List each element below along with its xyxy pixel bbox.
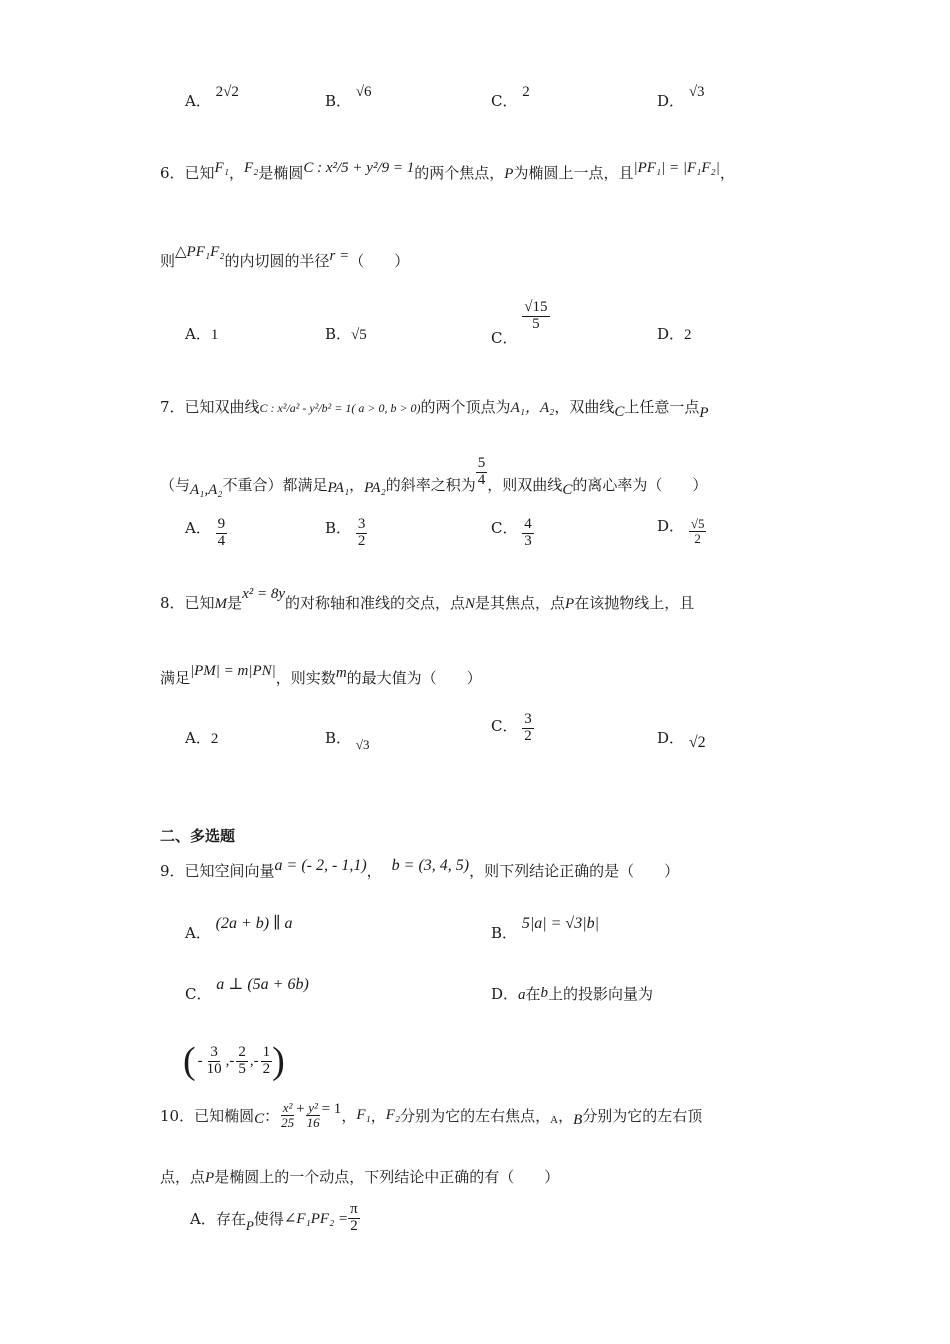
q10-ellipse-den-2: 16: [306, 1114, 320, 1130]
q7-c: C: [614, 404, 625, 420]
q9-projection-den-3: 2: [262, 1060, 271, 1077]
q8-option-d-label: D．: [657, 729, 685, 747]
q7-mid2: ，双曲线: [554, 398, 615, 416]
q8-n: N: [465, 596, 476, 612]
q6-option-b-value: √5: [351, 327, 367, 343]
q10-option-a-denominator: 2: [350, 1217, 358, 1234]
q10-option-a-p: P: [245, 1218, 254, 1234]
q8-option-a-value: 2: [210, 731, 219, 747]
q6-option-d: [657, 323, 692, 344]
q8-line2: [160, 663, 482, 688]
q9-projection-fraction-1: [205, 1045, 224, 1078]
q7-option-b-numerator: 3: [357, 516, 366, 532]
q5-option-b-label: B．: [325, 92, 352, 110]
q5-option-c-value: 2: [522, 84, 530, 100]
q8-m: M: [214, 596, 228, 612]
q7-option-d-numerator: √5: [690, 516, 705, 531]
q5-option-c-label: C．: [491, 92, 518, 110]
q6-r: r =: [329, 248, 350, 264]
q10-option-a-mid: 使得: [253, 1209, 284, 1228]
q7-sep: ，: [349, 476, 365, 495]
q5-option-a-value: 2√2: [215, 84, 239, 100]
q7-line2-mid3: ，则双曲线: [487, 476, 563, 495]
q6-line2-end: （ ）: [349, 252, 410, 270]
q8-line2-mid: ，则实数: [275, 669, 336, 687]
q10-option-a-numerator: π: [350, 1201, 358, 1217]
q5-option-d-value: √3: [688, 84, 705, 100]
q10-c: C: [254, 1110, 265, 1127]
q6-option-c-label: C．: [491, 329, 518, 348]
q7-option-a-label: A．: [185, 519, 211, 538]
q6-option-a-label: A．: [185, 325, 211, 343]
q8-line1-end: 在该抛物线上，且: [574, 594, 695, 612]
q8-option-d-value: √2: [688, 734, 706, 751]
q9-option-c-value: a ⊥ (5a + 6b): [216, 976, 309, 993]
q7-line2-prefix: （与: [160, 476, 191, 495]
q7-option-c-label: C．: [491, 519, 518, 538]
q10-line2-end: 是椭圆上的一个动点，下列结论中正确的有（ ）: [214, 1168, 560, 1186]
q7-line2-mid2: 的斜率之积为: [385, 476, 476, 495]
q8-mid2: 的对称轴和准线的交点，点: [285, 594, 466, 612]
q10-a: A: [550, 1114, 559, 1127]
q9-projection-minus-1: -: [197, 1052, 203, 1069]
q6-option-b-label: B．: [325, 325, 352, 343]
q6-option-b: [325, 323, 367, 344]
q10-line2: [160, 1166, 559, 1187]
q8-option-b: [325, 727, 370, 752]
q7-p: P: [699, 405, 709, 421]
q9-projection-num-1: 3: [210, 1043, 218, 1060]
q7-option-a: [185, 517, 227, 550]
q5-option-b: [325, 84, 372, 111]
q6-option-c-numerator: √15: [524, 299, 548, 315]
q6-option-d-label: D．: [657, 325, 685, 343]
q10-option-a-label: A．存在: [190, 1209, 246, 1228]
q8-line2-end: 的最大值为（ ）: [346, 669, 482, 687]
q7-a2: ，A₂: [524, 400, 555, 416]
q6-f2: F₂: [243, 160, 259, 176]
q6-option-c-fraction: [522, 300, 549, 333]
q8-p: P: [565, 596, 575, 612]
q9-option-a-value: (2a + b) ∥ a: [215, 915, 293, 932]
q6-option-c-denominator: 5: [532, 315, 540, 332]
q7-option-b-denominator: 2: [357, 532, 366, 549]
q8-option-b-label: B．: [325, 729, 352, 747]
q7-line2-end: 的离心率为（ ）: [572, 476, 708, 495]
q6-ellipse-equation: C : x²/5 + y²/9 = 1: [303, 160, 415, 176]
q9-projection-num-3: 1: [262, 1043, 271, 1060]
q10-p: P: [205, 1170, 215, 1186]
q5-option-a: [185, 84, 239, 111]
q7-option-c-fraction: [522, 517, 534, 550]
q10-f2: F₂: [385, 1106, 401, 1123]
q9-prefix: 9．已知空间向量: [160, 862, 275, 880]
q9-option-d-b: b: [540, 985, 549, 1001]
q10-ellipse-den-1: 25: [281, 1114, 295, 1130]
q7-option-d-label: D．: [657, 517, 685, 536]
q10-line2-prefix: 点，点: [160, 1168, 206, 1186]
q7-pa2: PA₂: [364, 480, 386, 497]
q8-option-c-denominator: 2: [524, 727, 532, 744]
q7-line1: [160, 396, 709, 421]
q6-option-a-value: 1: [210, 327, 219, 343]
q8-condition: |PM| = m|PN|: [190, 663, 276, 679]
q6-option-c: [491, 299, 550, 348]
q7-a1: A₁: [510, 400, 525, 416]
q5-option-d-label: D．: [657, 92, 685, 110]
q8-option-c: [491, 712, 534, 745]
q7-product-fraction: [476, 456, 488, 489]
q6-triangle: △PF₁F₂: [175, 244, 225, 260]
q7-option-a-numerator: 9: [217, 516, 226, 532]
q6-line2: [160, 244, 410, 271]
q8-line1: [160, 586, 695, 613]
q8-option-c-fraction: [522, 712, 534, 745]
q10-option-a-angle: ∠F₁PF₂ =: [283, 1210, 349, 1227]
q7-option-d-denominator: 2: [694, 530, 701, 546]
q7-option-d: [657, 517, 706, 545]
q6-mid: 是椭圆: [258, 164, 304, 182]
q9-vector-a: a = (- 2, - 1,1): [274, 857, 367, 874]
q10-option-a: [190, 1202, 360, 1235]
q7-hyperbola-equation: C : x²/a² - y²/b² = 1( a > 0, b > 0): [259, 401, 421, 415]
q7-line2-mid: 不重合）都满足: [222, 476, 328, 495]
q10-sep3: ，: [558, 1106, 574, 1125]
q9-option-c: [185, 976, 309, 1004]
q7-mid3: 上任意一点: [624, 398, 700, 416]
q9-option-b-label: B．: [491, 924, 518, 942]
q9-option-b: [491, 915, 599, 943]
q6-mid3: 为椭圆上一点，且: [513, 164, 634, 182]
q6-sep1: ，: [228, 164, 244, 182]
q9-line1: [160, 857, 680, 881]
q9-option-d-label: D．: [491, 985, 519, 1003]
q7-option-b-fraction: [356, 517, 368, 550]
q9-option-c-label: C．: [185, 985, 212, 1003]
q9-projection-vector: [183, 1042, 285, 1080]
q6-p: P: [504, 166, 514, 182]
q8-option-b-value: √3: [355, 737, 370, 752]
q9-sep: ，: [366, 862, 382, 880]
q9-projection-den-1: 10: [206, 1060, 222, 1077]
q6-line1-end: ，: [719, 164, 735, 182]
q7-option-a-fraction: [216, 517, 228, 550]
q8-mid3: 是其焦点，点: [475, 594, 566, 612]
q10-equals: = 1: [321, 1100, 342, 1117]
q5-option-d: [657, 84, 705, 111]
q6-line2-mid: 的内切圆的半径: [224, 252, 330, 270]
q6-line2-prefix: 则: [160, 252, 176, 270]
q7-option-b: [325, 517, 367, 550]
q9-projection-fraction-3: [261, 1045, 273, 1078]
q6-option-d-value: 2: [684, 327, 692, 343]
q7-mid: 的两个顶点为: [420, 398, 511, 416]
q10-sep2: ，: [370, 1106, 386, 1125]
q9-line1-end: ，则下列结论正确的是（ ）: [469, 862, 680, 880]
q9-option-b-value: 5|a| = √3|b|: [521, 915, 599, 932]
q9-option-a: [185, 915, 293, 943]
q8-line2-prefix: 满足: [160, 669, 191, 687]
q5-option-b-value: √6: [355, 84, 372, 100]
q10-plus: +: [296, 1100, 305, 1117]
q9-projection-open-paren: (: [183, 1040, 196, 1082]
q9-option-d: [491, 983, 653, 1004]
q8-option-c-label: C．: [491, 717, 518, 736]
q8-m-var: m: [335, 665, 347, 681]
q9-option-d-a: a: [518, 987, 526, 1003]
q7-option-a-denominator: 4: [217, 532, 226, 549]
q7-option-c: [491, 517, 534, 550]
q7-option-b-label: B．: [325, 519, 352, 538]
q8-option-a-label: A．: [185, 729, 211, 747]
q9-projection-fraction-2: [236, 1045, 248, 1078]
q9-projection-comma-minus-3: ,-: [249, 1052, 259, 1069]
q10-mid: 分别为它的左右焦点，: [400, 1106, 551, 1125]
q5-option-a-label: A．: [185, 92, 211, 110]
q10-option-a-fraction: [348, 1202, 360, 1235]
q8-parabola-equation: x² = 8y: [242, 586, 285, 602]
q10-ellipse-fraction-1: [279, 1101, 296, 1129]
q6-mid2: 的两个焦点，: [414, 164, 505, 182]
q9-projection-close-paren: ): [272, 1040, 285, 1082]
q9-projection-num-2: 2: [238, 1043, 246, 1060]
q8-option-a: [185, 727, 218, 748]
q10-f1: F₁: [356, 1106, 371, 1123]
q9-projection-den-2: 5: [238, 1060, 246, 1077]
q7-option-c-denominator: 3: [524, 532, 532, 549]
q6-option-a: [185, 323, 218, 344]
q7-pa1: PA₁: [327, 480, 350, 497]
q8-prefix: 8．已知: [160, 594, 215, 612]
q8-mid: 是: [227, 594, 243, 612]
section-multi-choice-title: 二、多选题: [160, 827, 236, 845]
q10-ellipse-num-2: y²: [308, 1100, 318, 1115]
q7-option-c-numerator: 4: [524, 516, 532, 532]
q8-option-d: [657, 727, 706, 751]
q7-a1-a2: A₁,A₂: [190, 482, 223, 499]
q10-colon: ：: [264, 1106, 280, 1125]
q10-sep1: ，: [341, 1106, 357, 1125]
q7-product-numerator: 5: [477, 455, 486, 471]
q7-option-d-fraction: [689, 517, 707, 545]
q7-prefix: 7．已知双曲线: [160, 398, 260, 416]
q7-line2: [160, 455, 708, 499]
q8-option-c-numerator: 3: [524, 711, 532, 727]
q9-option-d-end: 上的投影向量为: [548, 985, 654, 1003]
q10-ellipse-fraction-2: [305, 1101, 322, 1129]
q10-b: B: [573, 1111, 583, 1128]
q6-condition: |PF₁| = |F₁F₂|: [633, 160, 720, 176]
q6-line1: [160, 162, 735, 183]
q7-product-denominator: 4: [477, 471, 486, 488]
q5-option-c: [491, 84, 530, 111]
q10-line1: [160, 1101, 702, 1129]
q7-c2: C: [562, 482, 573, 499]
q10-ellipse-num-1: x²: [282, 1100, 293, 1115]
q9-vector-b: b = (3, 4, 5): [391, 857, 470, 874]
q6-f1: F₁: [214, 160, 229, 176]
q9-option-a-label: A．: [185, 924, 211, 942]
q6-prefix: 6．已知: [160, 164, 215, 182]
q9-option-d-mid: 在: [525, 985, 541, 1003]
q9-projection-comma-minus-2: ,-: [225, 1052, 235, 1069]
q10-prefix: 10．已知椭圆: [160, 1106, 255, 1125]
q10-line1-end: 分别为它的左右顶: [582, 1106, 703, 1125]
